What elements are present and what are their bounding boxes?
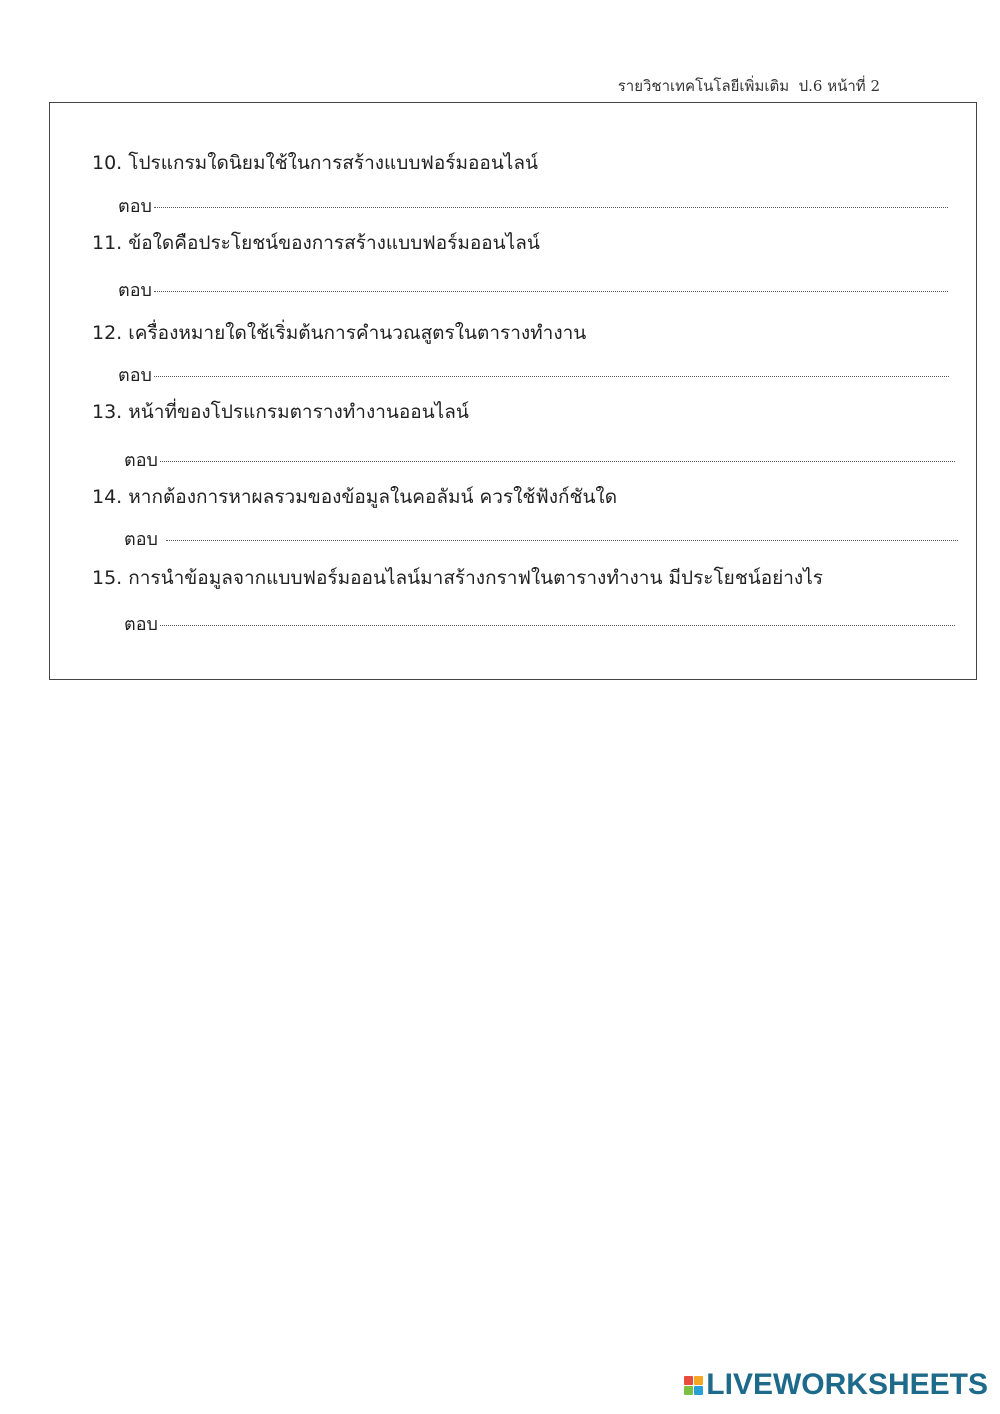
answer-label: ตอบ bbox=[118, 196, 152, 217]
answer-line-13[interactable] bbox=[124, 445, 955, 474]
question-12: 12. เครื่องหมายใดใช้เริ่มต้นการคำนวณสูตรในตารางทำงาน bbox=[92, 322, 587, 344]
answer-dotted-line bbox=[166, 540, 958, 541]
question-14: 14. หากต้องการหาผลรวมของข้อมูลในคอลัมน์ ควรใช้ฟังก์ชันใด bbox=[92, 486, 618, 508]
answer-label: ตอบ bbox=[118, 365, 152, 386]
answer-label: ตอบ bbox=[124, 529, 158, 550]
answer-dotted-line bbox=[160, 625, 955, 626]
answer-label: ตอบ bbox=[118, 280, 152, 301]
logo-mark-icon bbox=[684, 1376, 703, 1395]
logo-square bbox=[684, 1376, 693, 1385]
logo-text: LIVEWORKSHEETS bbox=[706, 1368, 988, 1401]
answer-line-11[interactable] bbox=[118, 275, 948, 304]
answer-line-15[interactable] bbox=[124, 609, 955, 638]
question-11: 11. ข้อใดคือประโยชน์ของการสร้างแบบฟอร์มออนไลน์ bbox=[92, 232, 540, 254]
answer-line-12[interactable] bbox=[118, 360, 949, 389]
answer-dotted-line bbox=[160, 461, 955, 462]
answer-label: ตอบ bbox=[124, 614, 158, 635]
answer-dotted-line bbox=[154, 376, 949, 377]
logo-square bbox=[694, 1376, 703, 1385]
question-13: 13. หน้าที่ของโปรแกรมตารางทำงานออนไลน์ bbox=[92, 401, 469, 423]
answer-label: ตอบ bbox=[124, 450, 158, 471]
answer-dotted-line bbox=[154, 291, 948, 292]
question-15: 15. การนำข้อมูลจากแบบฟอร์มออนไลน์มาสร้างกราฟในตารางทำงาน มีประโยชน์อย่างไร bbox=[92, 567, 823, 589]
question-box bbox=[49, 102, 977, 680]
answer-dotted-line bbox=[154, 207, 948, 208]
logo-square bbox=[694, 1386, 703, 1395]
answer-line-10[interactable] bbox=[118, 191, 948, 220]
question-10: 10. โปรแกรมใดนิยมใช้ในการสร้างแบบฟอร์มออนไลน์ bbox=[92, 152, 538, 174]
liveworksheets-logo[interactable] bbox=[684, 1368, 988, 1402]
page-header: รายวิชาเทคโนโลยีเพิ่มเติม ป.6 หน้าที่ 2 bbox=[617, 77, 880, 95]
answer-line-14[interactable] bbox=[124, 524, 958, 553]
logo-square bbox=[684, 1386, 693, 1395]
